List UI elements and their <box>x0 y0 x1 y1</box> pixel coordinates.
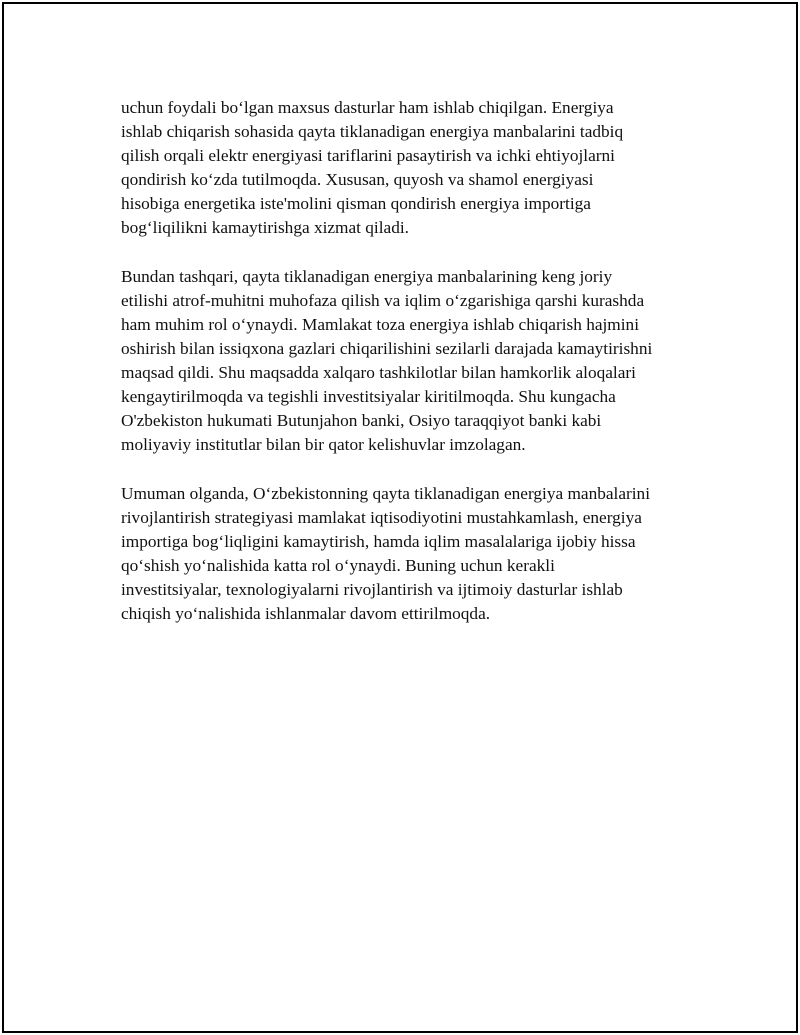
text-line: qilish orqali elektr energiyasi tariflarini pasaytirish va ichki ehtiyojlarni <box>121 146 615 166</box>
text-line: bog‘liqilikni kamaytirishga xizmat qiladi. <box>121 218 409 238</box>
text-line: maqsad qildi. Shu maqsadda xalqaro tashkilotlar bilan hamkorlik aloqalari <box>121 363 636 383</box>
document-body <box>121 96 711 650</box>
text-line: qo‘shish yo‘nalishida katta rol o‘ynaydi. Buning uchun kerakli <box>121 555 555 575</box>
text-line: rivojlantirish strategiyasi mamlakat iqtisodiyotini mustahkamlash, energiya <box>121 507 642 527</box>
text-line: Umuman olganda, O‘zbekistonning qayta tiklanadigan energiya manbalarini <box>121 483 651 503</box>
text-line: ishlab chiqarish sohasida qayta tiklanadigan energiya manbalarini tadbiq <box>121 122 624 142</box>
paragraph-1 <box>121 96 711 241</box>
text-line: uchun foydali bo‘lgan maxsus dasturlar ham ishlab chiqilgan. Energiya <box>121 98 614 117</box>
text-line: kengaytirilmoqda va tegishli investitsiyalar kiritilmoqda. Shu kungacha <box>121 387 616 407</box>
text-line: Bundan tashqari, qayta tiklanadigan energiya manbalarining keng joriy <box>121 266 613 286</box>
text-line: O'zbekiston hukumati Butunjahon banki, Osiyo taraqqiyot banki kabi <box>121 411 602 431</box>
paragraph-3 <box>121 482 711 627</box>
text-line: investitsiyalar, texnologiyalarni rivojlantirish va ijtimoiy dasturlar ishlab <box>121 579 623 599</box>
text-line: hisobiga energetika iste'molini qisman qondirish energiya importiga <box>121 194 591 214</box>
paragraph-2 <box>121 265 711 458</box>
text-line: oshirish bilan issiqxona gazlari chiqarilishini sezilarli darajada kamaytirishni <box>121 338 653 358</box>
text-line: ham muhim rol o‘ynaydi. Mamlakat toza energiya ishlab chiqarish hajmini <box>121 314 639 334</box>
page-frame <box>2 2 798 1033</box>
text-line: chiqish yo‘nalishida ishlanmalar davom ettirilmoqda. <box>121 603 491 623</box>
text-line: moliyaviy institutlar bilan bir qator kelishuvlar imzolagan. <box>121 435 526 455</box>
text-line: qondirish ko‘zda tutilmoqda. Xususan, quyosh va shamol energiyasi <box>121 170 594 190</box>
text-line: importiga bog‘liqligini kamaytirish, hamda iqlim masalalariga ijobiy hissa <box>121 531 636 551</box>
text-line: etilishi atrof-muhitni muhofaza qilish va iqlim o‘zgarishiga qarshi kurashda <box>121 290 645 310</box>
